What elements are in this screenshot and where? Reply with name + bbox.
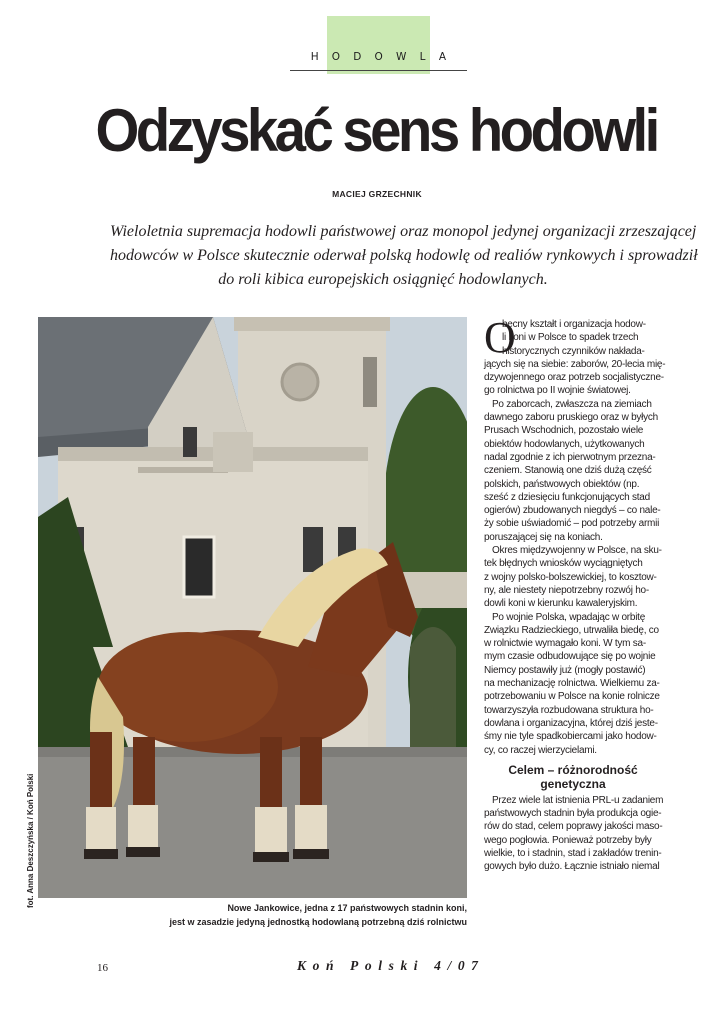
body-line: w rolnictwie wymagało koni. W tym sa- — [484, 638, 646, 650]
section-highlight — [327, 16, 430, 74]
body-line: ogierów) zbudowanych niegdyś – co nale- — [484, 505, 661, 517]
lead-paragraph — [110, 220, 698, 292]
magazine-issue: Koń Polski 4/07 — [297, 958, 485, 973]
photo-horse-stud-farm — [38, 317, 467, 898]
body-line: Związku Radzieckiego, utrwaliła biedę, co — [484, 624, 659, 636]
body-line: państwowych stadnin była produkcja ogie- — [484, 808, 662, 820]
body-line: Prusach Wschodnich, pozostało wiele — [484, 425, 644, 437]
article-title: Odzyskać sens hodowli — [95, 97, 657, 164]
photo-credit: fot. Anna Deszczyńska / Koń Polski — [26, 773, 35, 908]
body-line: becny kształt i organizacja hodow- — [502, 319, 646, 330]
body-line: ży sobie uświadomić – pod potrzeby armii — [484, 518, 660, 530]
body-line: obiektów hodowlanych, użytkowanych — [484, 438, 645, 450]
drop-cap: O — [484, 313, 516, 362]
body-line: nadal zgodnie z ich pierwotnym przezna- — [484, 451, 656, 463]
body-line: sześć z dziesięciu funkcjonujących stad — [484, 491, 650, 503]
subheading-line: Celem – różnorodność — [508, 762, 638, 777]
body-line: dzywojennego oraz potrzeb socjalistyczne- — [484, 372, 664, 384]
body-line: z wojny polsko-bolszewickiej, to kosztow- — [484, 571, 657, 583]
photo-caption — [160, 902, 467, 929]
body-line: go rolnictwa po II wojnie światowej. — [484, 385, 631, 397]
body-line: na mechanizację rolnictwa. Wielkiemu za- — [484, 678, 660, 690]
section-rule — [290, 70, 467, 71]
body-line: wielkie, to i stadnin, stad i zakładów trenin- — [484, 847, 662, 859]
body-line: Po zaborcach, zwłaszcza na ziemiach — [492, 398, 652, 410]
subheading — [484, 763, 662, 792]
body-line: poruszającej się na koniach. — [484, 531, 603, 543]
body-line: wego pogłowia. Ponieważ potrzeby były — [484, 834, 652, 846]
author-name: MACIEJ GRZECHNIK — [332, 189, 422, 199]
photo-illustration — [38, 317, 467, 898]
body-line: historycznych czynników nakłada- — [502, 345, 645, 357]
body-line: dowli koni w kierunku kawaleryjskim. — [484, 598, 638, 610]
section-label: HODOWLA — [310, 51, 460, 63]
body-line: tek błędnych wniosków wyciągniętych — [484, 558, 643, 570]
body-line: jących się na siebie: zaborów, 20-lecia mię- — [484, 358, 666, 370]
page-number: 16 — [97, 962, 108, 974]
body-line: Niemcy postawiły już (mogły postawić) — [484, 664, 646, 676]
lead-line: do roli kibica europejskich osiągnięć hodowlanych. — [218, 271, 548, 288]
body-line: dawnego zaboru pruskiego oraz w byłych — [484, 412, 658, 424]
body-line: Przez wiele lat istnienia PRL-u zadaniem — [492, 794, 664, 806]
body-line: polskich, państwowych obiektów (np. — [484, 478, 640, 490]
lead-line: hodowców w Polsce skutecznie oderwał polską hodowlę od realiów rynkowych i sprowadził — [110, 247, 698, 264]
body-line: cy, co raczej wierzycielami. — [484, 744, 597, 756]
caption-line: Nowe Jankowice, jedna z 17 państwowych stadnin koni, — [227, 903, 467, 913]
body-line: towarzyszyła rozbudowana struktura ho- — [484, 704, 654, 716]
body-line: dowlana i organizacyjna, której dziś jeste- — [484, 717, 658, 729]
body-line: śmy nie tyle spadkobiercami jako hodow- — [484, 731, 657, 743]
body-column — [484, 313, 666, 874]
body-line: rów do stad, celem poprawy jakości maso- — [484, 821, 663, 833]
body-line: gowych było dużo. Łącznie istniało niemal — [484, 861, 660, 873]
body-line: potrzebowaniu w Polsce na konie rolnicze — [484, 691, 660, 703]
subheading-line: genetyczna — [540, 777, 606, 792]
body-line: ny, ale niestety niepotrzebny rozwój ho- — [484, 584, 649, 596]
body-line: Po wojnie Polska, wpadając w orbitę — [492, 611, 646, 623]
body-line: czeniem. Stanowią one dziś dużą część — [484, 465, 652, 477]
body-line: mym czasie odbudowujące się po wojnie — [484, 651, 656, 663]
body-line: Okres międzywojenny w Polsce, na sku- — [492, 545, 662, 557]
body-line: li koni w Polsce to spadek trzech — [502, 332, 639, 344]
lead-line: Wieloletnia supremacja hodowli państwowej oraz monopol jedynej organizacji zrzeszającej — [110, 223, 697, 240]
caption-line: jest w zasadzie jedyną jednostką hodowlaną potrzebną dziś rolnictwu — [169, 916, 467, 927]
